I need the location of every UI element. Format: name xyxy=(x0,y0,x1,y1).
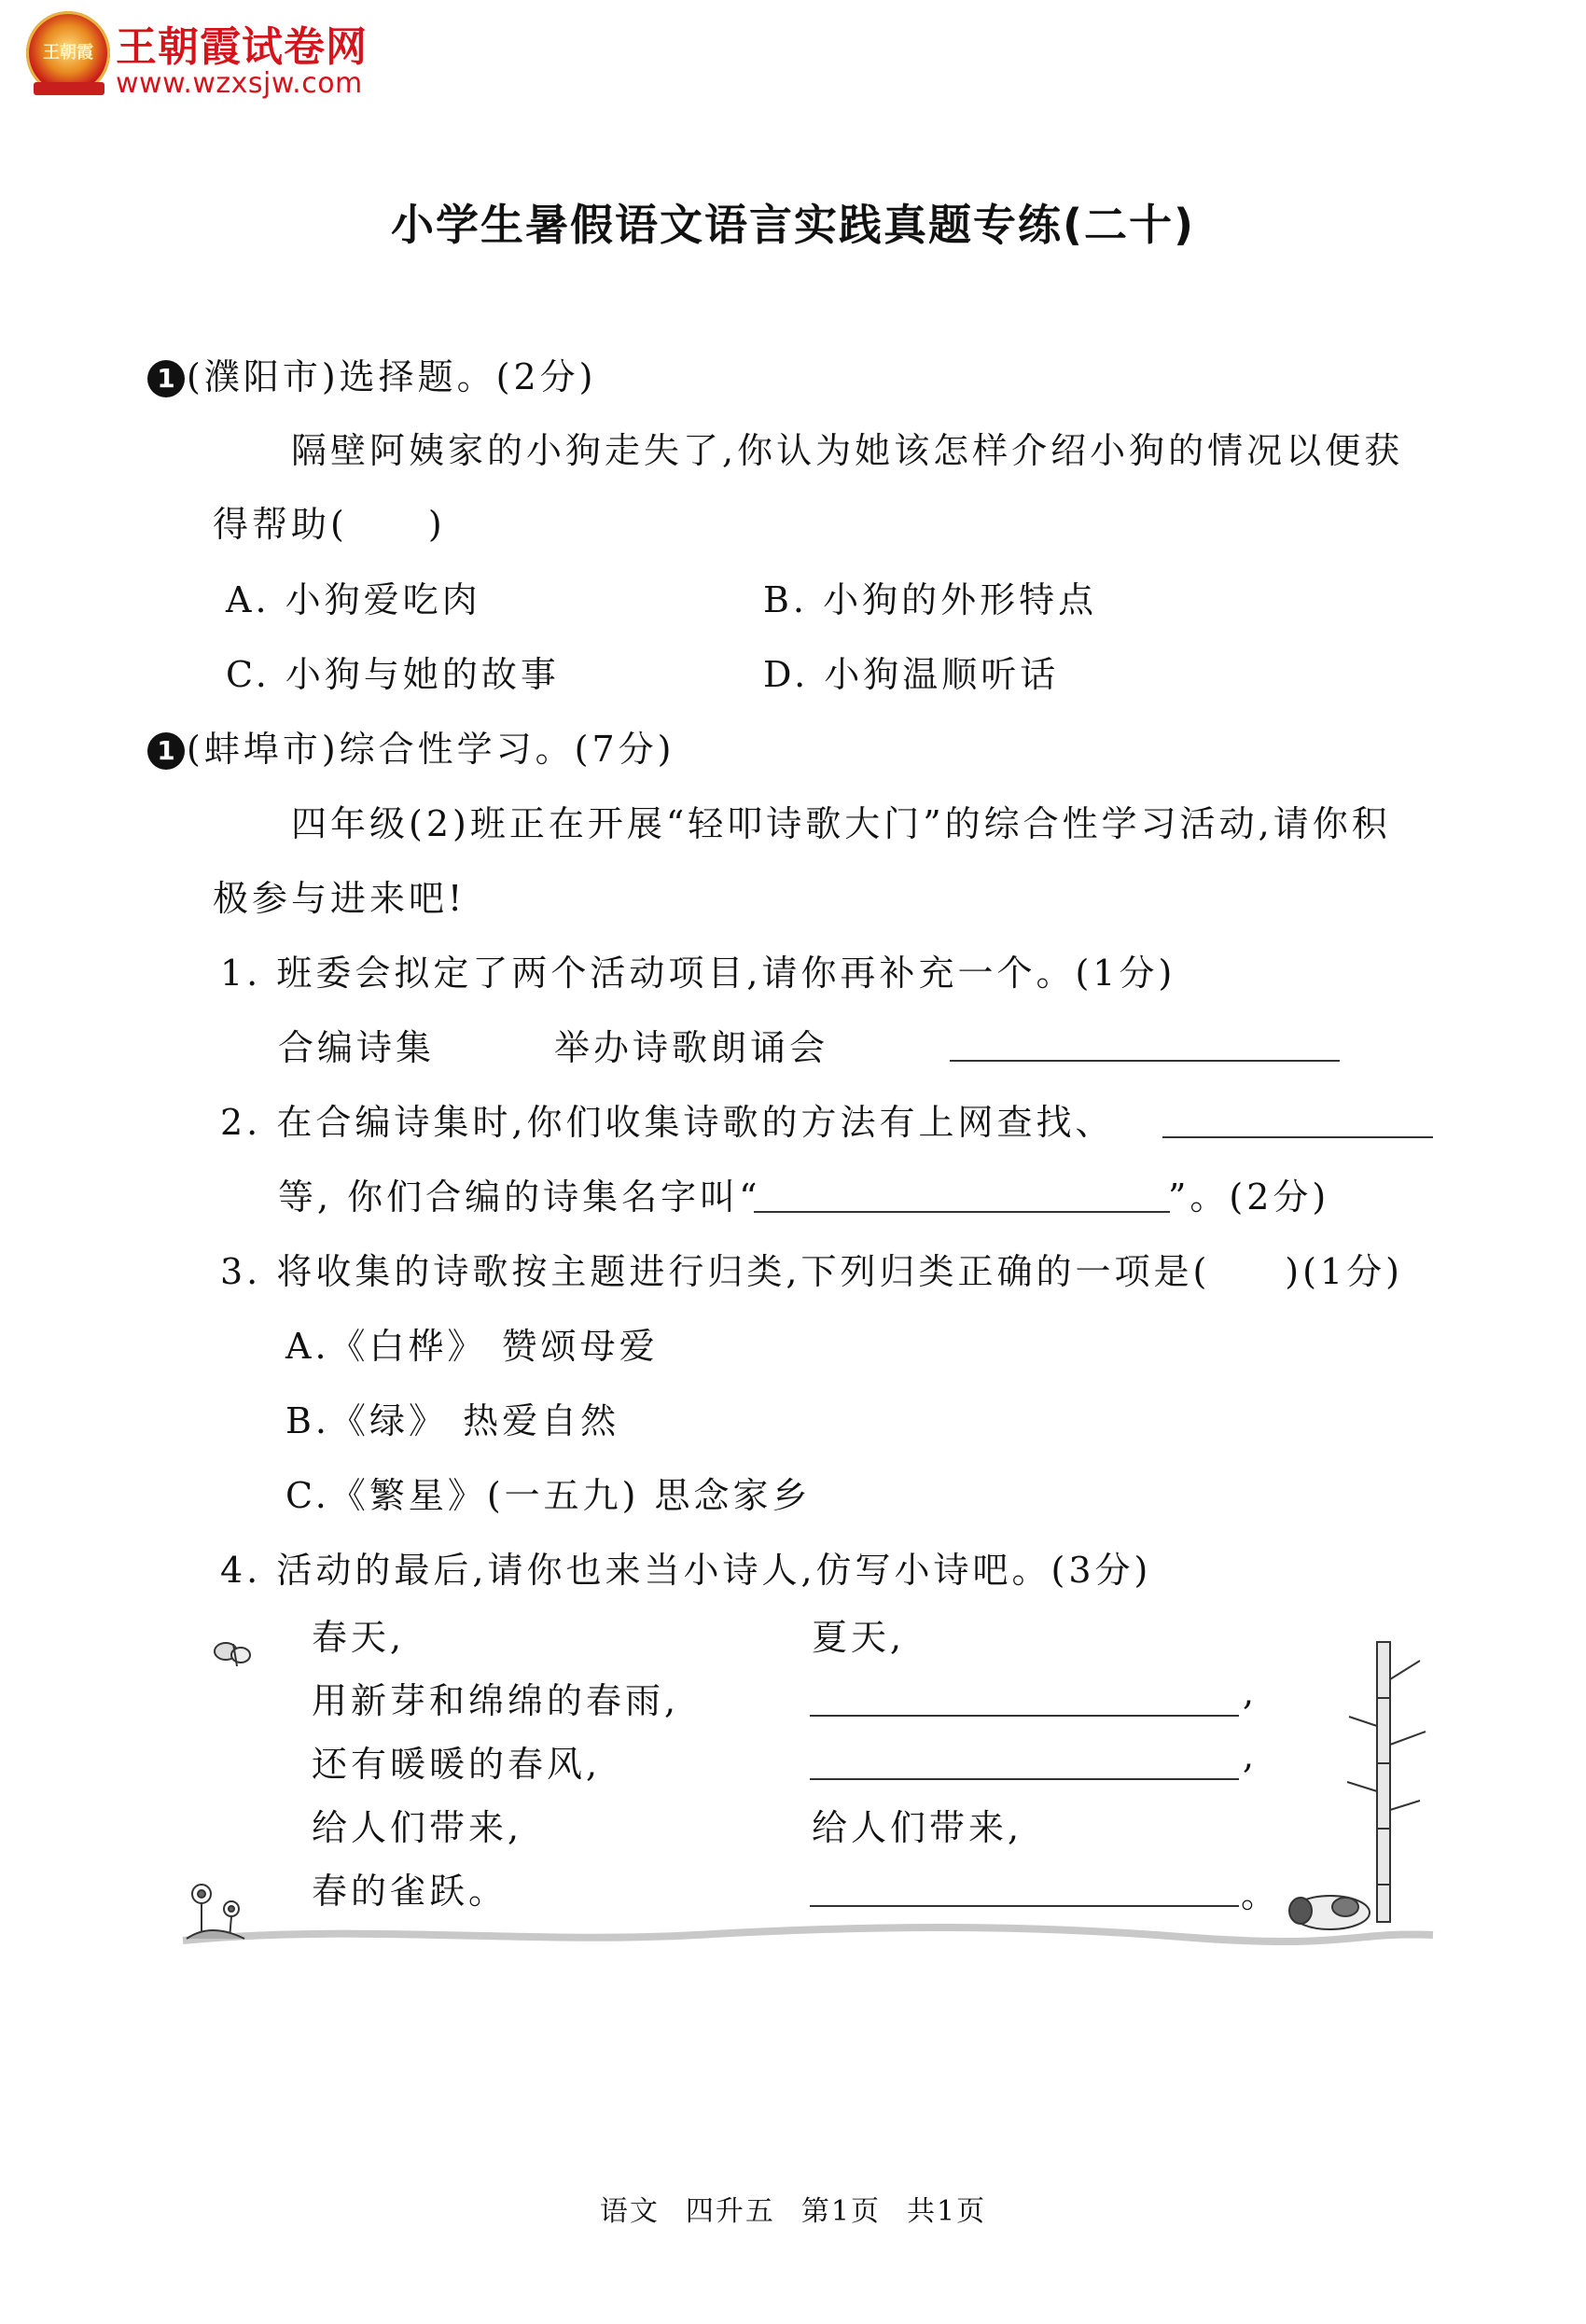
sub-number: 3. xyxy=(220,1251,262,1292)
option-text: 《绿》 热爱自然 xyxy=(330,1400,620,1441)
bamboo-icon xyxy=(1347,1642,1426,1922)
q2-intro-line1: 四年级(2)班正在开展“轻叩诗歌大门”的综合性学习活动,请你积 xyxy=(291,803,1391,844)
footer-subject: 语文 xyxy=(599,2195,660,2228)
q2-sub3-option-c xyxy=(285,1467,812,1518)
q1-stem-suffix: ) xyxy=(427,504,446,545)
option-label: C. xyxy=(285,1475,330,1516)
option-text: 小狗的外形特点 xyxy=(823,579,1098,620)
q1-stem-prefix: 得帮助( xyxy=(213,504,348,545)
sub-text: 班委会拟定了两个活动项目,请你再补充一个。(1分) xyxy=(276,953,1176,994)
sub-text-end: )(1分) xyxy=(1285,1251,1403,1292)
q2-sub2-method-blank[interactable] xyxy=(1162,1136,1433,1138)
sub-text: 在合编诗集时,你们收集诗歌的方法有上网查找、 xyxy=(276,1102,1115,1143)
q1-stem-line1: 隔壁阿姨家的小狗走失了,你认为她该怎样介绍小狗的情况以便获 xyxy=(291,430,1404,471)
poem-right-line1: 夏天, xyxy=(812,1617,906,1658)
butterfly-icon xyxy=(215,1643,250,1666)
poem-right-blank-3[interactable] xyxy=(810,1905,1239,1907)
q1-heading-text: (濮阳市)选择题。(2分) xyxy=(187,356,597,397)
q2-sub3-option-b xyxy=(285,1392,619,1443)
q2-sub1 xyxy=(220,944,1176,995)
footer-page: 第1页 xyxy=(800,2195,881,2228)
q2-sub4 xyxy=(220,1541,1151,1593)
q2-sub3-option-a xyxy=(285,1317,659,1369)
poem-right-blank-1[interactable] xyxy=(810,1715,1239,1717)
poem-right-comma-1: , xyxy=(1243,1672,1259,1713)
option-text: 小狗与她的故事 xyxy=(285,654,560,695)
q2-sub2-line1 xyxy=(220,1093,1114,1145)
poem-left-line3: 还有暖暖的春风, xyxy=(312,1744,602,1785)
site-url: www.wzxsjw.com xyxy=(116,67,363,100)
q1-heading xyxy=(147,348,596,399)
sub-text: 将收集的诗歌按主题进行归类,下列归类正确的一项是( xyxy=(276,1251,1211,1292)
option-label: B. xyxy=(763,579,809,620)
option-label: C. xyxy=(226,654,271,695)
poem-left-line2: 用新芽和绵绵的春雨, xyxy=(312,1680,680,1721)
logo-ribbon xyxy=(34,82,104,95)
sub-text: 活动的最后,请你也来当小诗人,仿写小诗吧。(3分) xyxy=(276,1550,1152,1591)
site-logo xyxy=(26,11,418,104)
page-footer xyxy=(0,2188,1586,2229)
q2-sub3 xyxy=(220,1243,1403,1294)
q2-sub1-item2: 举办诗歌朗诵会 xyxy=(554,1027,829,1068)
q1-stem-line2 xyxy=(213,495,446,547)
page-title: 小学生暑假语文语言实践真题专练(二十) xyxy=(390,200,1196,250)
footer-grade: 四升五 xyxy=(685,2195,775,2228)
site-name: 王朝霞试卷网 xyxy=(116,23,368,71)
q2-intro-line2: 极参与进来吧! xyxy=(213,878,466,919)
sub-number: 4. xyxy=(220,1550,262,1591)
q2-number-badge: 1 xyxy=(147,732,185,770)
q2-sub2-name-blank[interactable] xyxy=(754,1211,1170,1213)
option-text: 《繁星》(一五九) 思念家乡 xyxy=(329,1475,812,1516)
poem-left-line4: 给人们带来, xyxy=(312,1807,523,1848)
poem-right-end: 。 xyxy=(1241,1874,1281,1915)
poem-left-line5: 春的雀跃。 xyxy=(312,1871,508,1912)
q1-number-badge: 1 xyxy=(147,360,185,397)
option-text: 《白桦》 赞颂母爱 xyxy=(329,1326,659,1367)
q2-sub1-item1: 合编诗集 xyxy=(278,1027,436,1068)
poem-left-line1: 春天, xyxy=(312,1617,406,1658)
q1-option-a xyxy=(226,571,481,622)
q2-sub2-line2b: ”。(2分) xyxy=(1168,1176,1330,1218)
q1-option-b xyxy=(763,571,1097,622)
footer-total: 共1页 xyxy=(907,2195,987,2228)
poem-right-blank-2[interactable] xyxy=(810,1778,1239,1780)
dog-icon xyxy=(1289,1896,1370,1929)
q1-option-d xyxy=(763,646,1059,697)
option-label: A. xyxy=(226,579,271,620)
q2-heading xyxy=(147,720,675,772)
option-label: B. xyxy=(285,1400,331,1441)
option-label: A. xyxy=(285,1326,330,1367)
q1-option-c xyxy=(226,646,560,697)
ground-wave xyxy=(183,1927,1433,1941)
option-text: 小狗爱吃肉 xyxy=(285,579,481,620)
flower-icon xyxy=(187,1885,244,1939)
poem-right-comma-2: , xyxy=(1243,1735,1259,1776)
sub-number: 2. xyxy=(220,1102,262,1143)
sub-number: 1. xyxy=(220,953,262,994)
poem-right-line4: 给人们带来, xyxy=(812,1807,1023,1848)
q2-heading-text: (蚌埠市)综合性学习。(7分) xyxy=(187,729,675,770)
q2-sub1-answer-blank[interactable] xyxy=(950,1060,1340,1062)
q2-sub2-line2a: 等, 你们合编的诗集名字叫“ xyxy=(278,1176,761,1218)
option-text: 小狗温顺听话 xyxy=(824,654,1060,695)
logo-seal-text: 王朝霞 xyxy=(43,43,93,63)
option-label: D. xyxy=(763,654,810,695)
